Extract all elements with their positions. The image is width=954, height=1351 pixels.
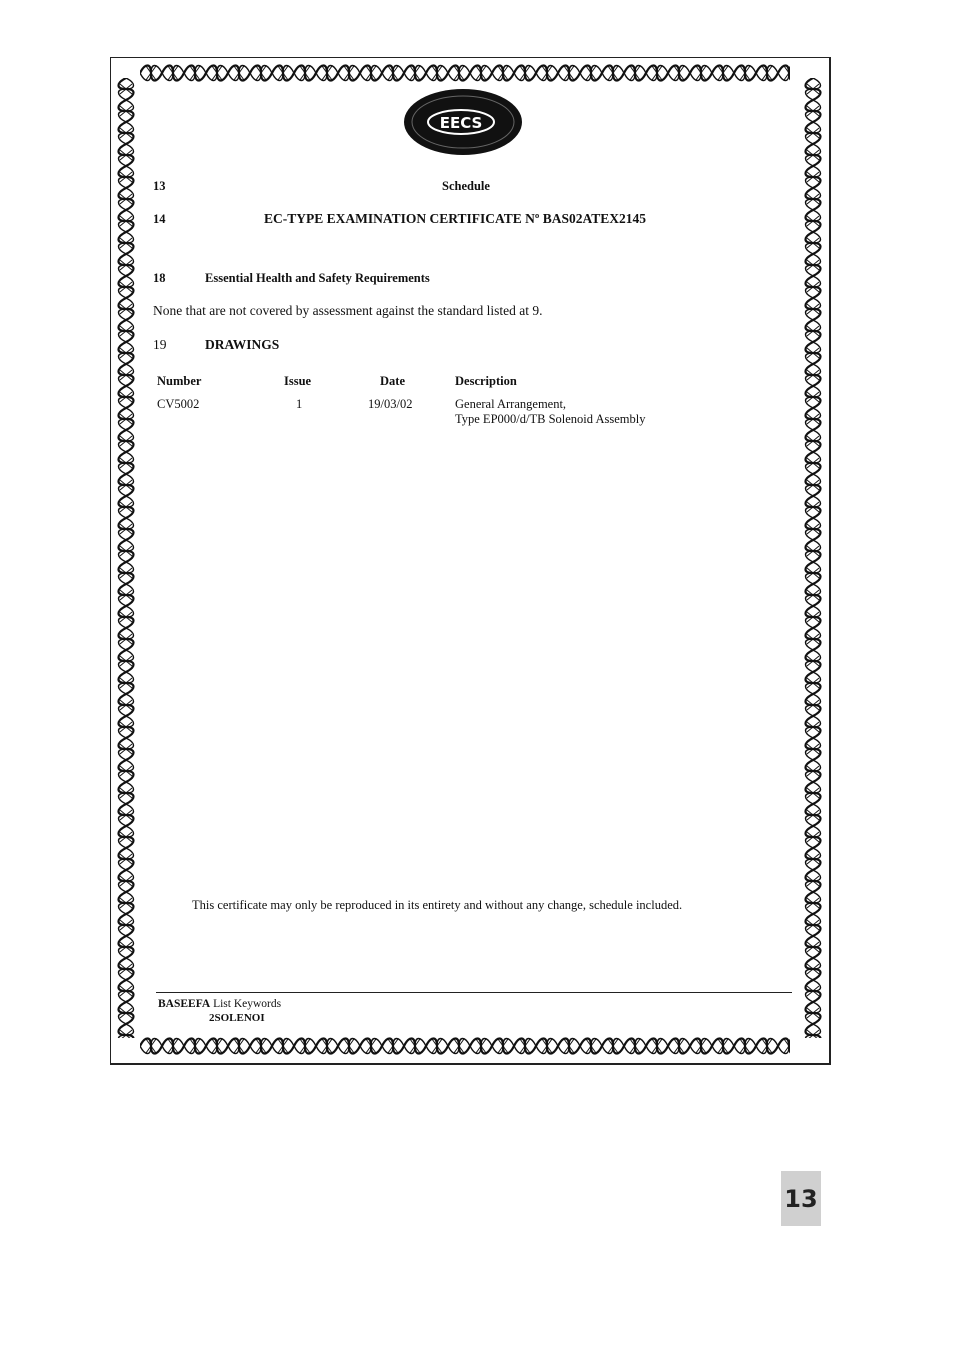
row-number-cell: CV5002	[157, 397, 200, 411]
footer-divider	[156, 992, 792, 993]
col-number-header: Number	[157, 374, 202, 388]
eecs-logo	[403, 88, 523, 156]
bottom-rope-border	[140, 1033, 790, 1059]
col-date-header: Date	[380, 374, 405, 388]
page-number-badge	[781, 1171, 821, 1226]
row-issue-cell: 1	[296, 397, 303, 411]
ehsr-title: Essential Health and Safety Requirements	[205, 271, 430, 285]
keyword-code: 2SOLENOI	[209, 1012, 265, 1024]
reproduction-notice: This certificate may only be reproduced in its entirety and without any change, schedule included.	[192, 898, 683, 912]
row-date-cell: 19/03/02	[368, 397, 413, 411]
ehsr-number: 18	[153, 271, 166, 285]
ehsr-text: None that are not covered by assessment against the standard listed at 9.	[153, 303, 543, 318]
page-number: 13	[784, 1184, 818, 1213]
schedule-number: 13	[153, 179, 166, 193]
right-rope-border	[803, 78, 823, 1038]
drawings-number: 19	[153, 337, 167, 352]
certificate-number: 14	[153, 212, 166, 226]
col-issue-header: Issue	[284, 374, 312, 388]
top-rope-border	[140, 60, 790, 86]
schedule-title: Schedule	[442, 179, 490, 193]
keywords-label	[158, 998, 281, 1010]
drawings-title: DRAWINGS	[205, 337, 280, 352]
keywords-label-rest: List Keywords	[210, 998, 282, 1010]
certificate-frame	[110, 57, 831, 1065]
col-description-header: Description	[455, 374, 517, 388]
certificate-title: EC-TYPE EXAMINATION CERTIFICATE Nº BAS02ATEX2145	[264, 211, 647, 226]
left-rope-border	[116, 78, 136, 1038]
row-description-line2: Type EP000/d/TB Solenoid Assembly	[455, 412, 646, 426]
svg-text:EECS: EECS	[439, 114, 483, 132]
row-description-line1: General Arrangement,	[455, 397, 567, 411]
keywords-label-bold: BASEEFA	[158, 998, 211, 1010]
